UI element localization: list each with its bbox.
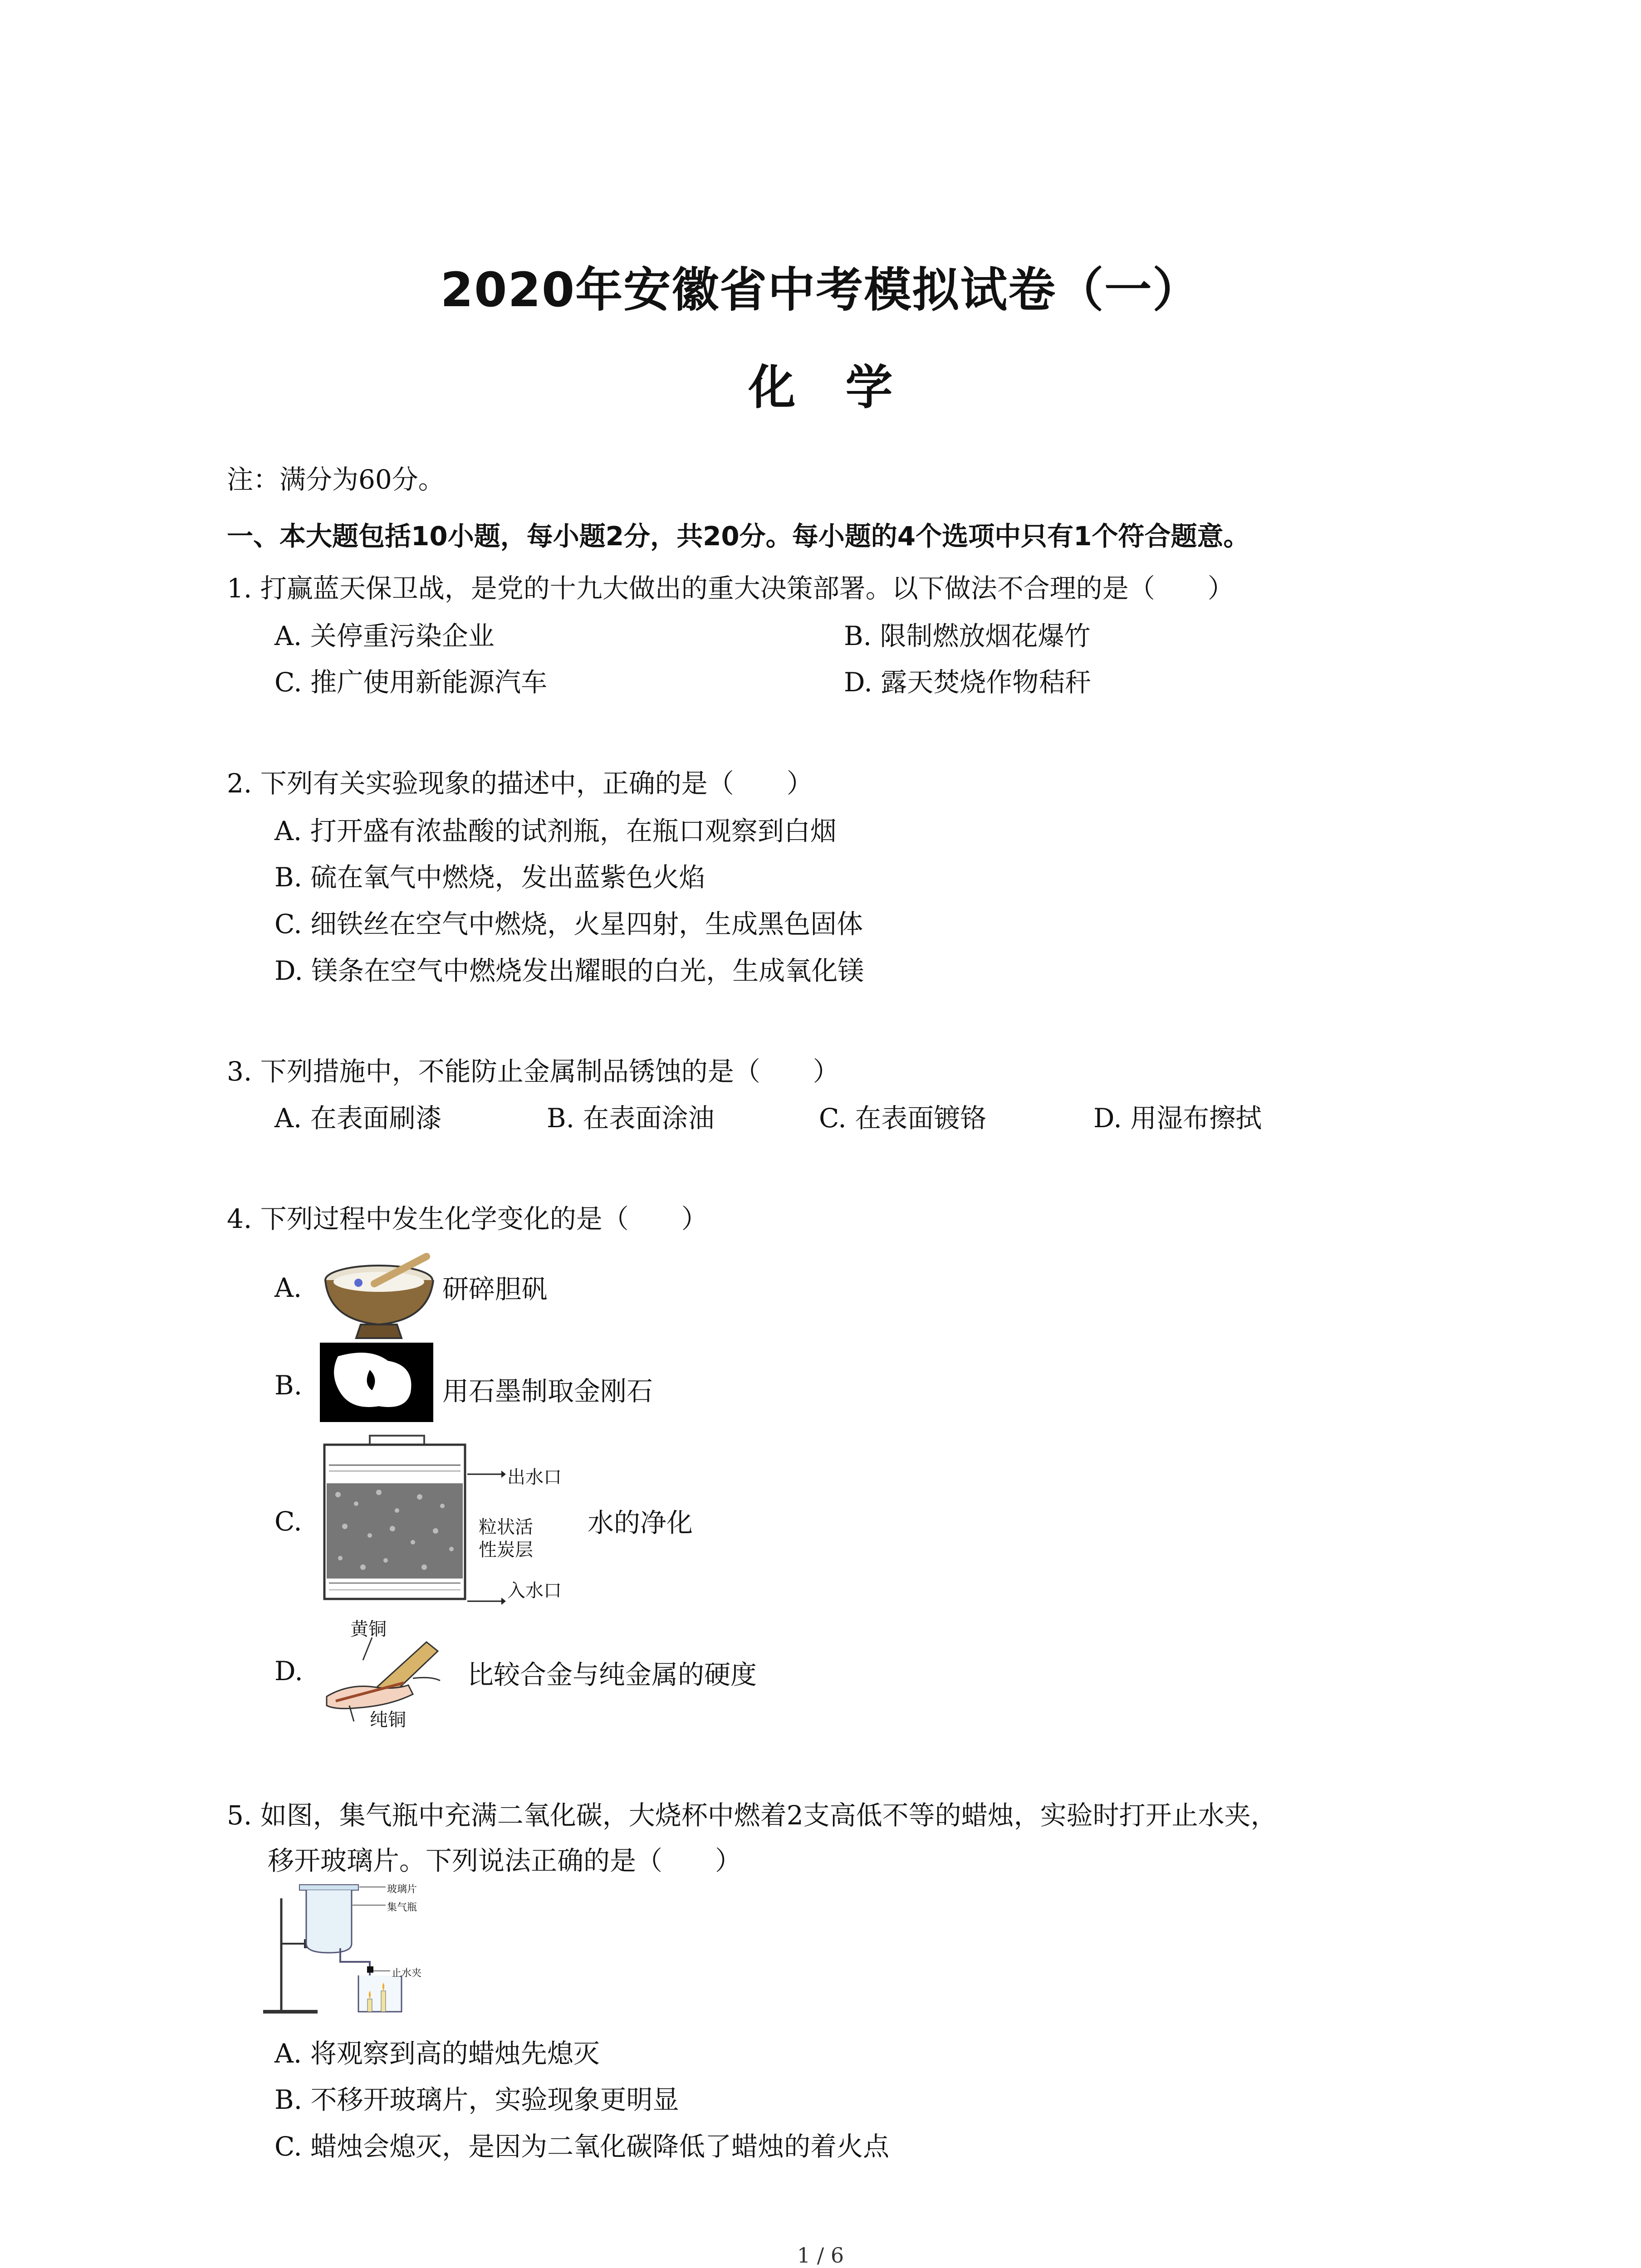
outlet-label: 出水口 (507, 1467, 562, 1488)
question-3-option-d: D. 用湿布擦拭 (1093, 1103, 1262, 1134)
question-2-option-a: A. 打开盛有浓盐酸的试剂瓶，在瓶口观察到白烟 (274, 816, 837, 846)
question-4-option-b: B. (274, 1370, 303, 1401)
question-4-caption-d: 比较合金与纯金属的硬度 (467, 1659, 757, 1690)
question-1-option-a: A. 关停重污染企业 (274, 621, 495, 651)
question-5-stem-line-1: 5. 如图，集气瓶中充满二氧化碳，大烧杯中燃着2支高低不等的蜡烛，实验时打开止水夹， (227, 1800, 1277, 1831)
copper-label: 纯铜 (370, 1710, 406, 1730)
question-1-stem: 1. 打赢蓝天保卫战，是党的十九大做出的重大决策部署。以下做法不合理的是（ ） (227, 573, 1234, 604)
question-4-option-d: D. (274, 1656, 303, 1686)
carbon-layer-label-1: 粒状活 (479, 1517, 533, 1538)
question-5-option-b: B. 不移开玻璃片，实验现象更明显 (274, 2084, 679, 2115)
clamp-label: 止水夹 (392, 1968, 422, 1979)
brass-label: 黄铜 (350, 1619, 387, 1640)
section-heading: 一、本大题包括10小题，每小题2分，共20分。每小题的4个选项中只有1个符合题意。 (227, 521, 1250, 552)
question-1-option-c: C. 推广使用新能源汽车 (274, 667, 548, 698)
question-4-caption-c: 水的净化 (588, 1507, 693, 1538)
page-number: 1 / 6 (797, 2243, 844, 2268)
graphite-diamond-image (320, 1343, 433, 1422)
mortar-pestle-image (320, 1252, 440, 1343)
question-4-stem: 4. 下列过程中发生化学变化的是（ ） (227, 1203, 708, 1234)
question-2-option-c: C. 细铁丝在空气中燃烧，火星四射，生成黑色固体 (274, 909, 863, 939)
gas-jar-label: 集气瓶 (387, 1902, 417, 1913)
question-3-option-c: C. 在表面镀铬 (819, 1103, 987, 1134)
question-5-stem-line-2: 移开玻璃片。下列说法正确的是（ ） (268, 1845, 742, 1876)
question-3-option-a: A. 在表面刷漆 (274, 1103, 442, 1134)
subject-title: 化学 (748, 360, 943, 415)
question-3-stem: 3. 下列措施中，不能防止金属制品锈蚀的是（ ） (227, 1056, 839, 1087)
question-4-caption-a: 研碎胆矾 (442, 1274, 548, 1305)
question-4-caption-b: 用石墨制取金刚石 (442, 1376, 653, 1407)
carbon-layer-label-2: 性炭层 (479, 1540, 533, 1560)
question-2-option-d: D. 镁条在空气中燃烧发出耀眼的白光，生成氧化镁 (274, 955, 864, 986)
question-2-stem: 2. 下列有关实验现象的描述中，正确的是（ ） (227, 768, 813, 799)
question-2-option-b: B. 硫在氧气中燃烧，发出蓝紫色火焰 (274, 862, 705, 893)
question-5-option-a: A. 将观察到高的蜡烛先熄灭 (274, 2038, 600, 2069)
water-purifier-diagram (320, 1431, 483, 1608)
exam-title: 2020年安徽省中考模拟试卷（一） (440, 262, 1201, 318)
question-1-option-b: B. 限制燃放烟花爆竹 (844, 621, 1091, 651)
glass-plate-label: 玻璃片 (387, 1884, 417, 1895)
question-1-option-d: D. 露天焚烧作物秸秆 (844, 667, 1092, 698)
inlet-label: 入水口 (507, 1580, 562, 1601)
question-4-option-c: C. (274, 1506, 302, 1537)
question-5-option-c: C. 蜡烛会熄灭，是因为二氧化碳降低了蜡烛的着火点 (274, 2131, 890, 2162)
score-note: 注：满分为60分。 (227, 464, 445, 495)
question-4-option-a: A. (274, 1272, 302, 1303)
question-3-option-b: B. 在表面涂油 (547, 1103, 715, 1134)
